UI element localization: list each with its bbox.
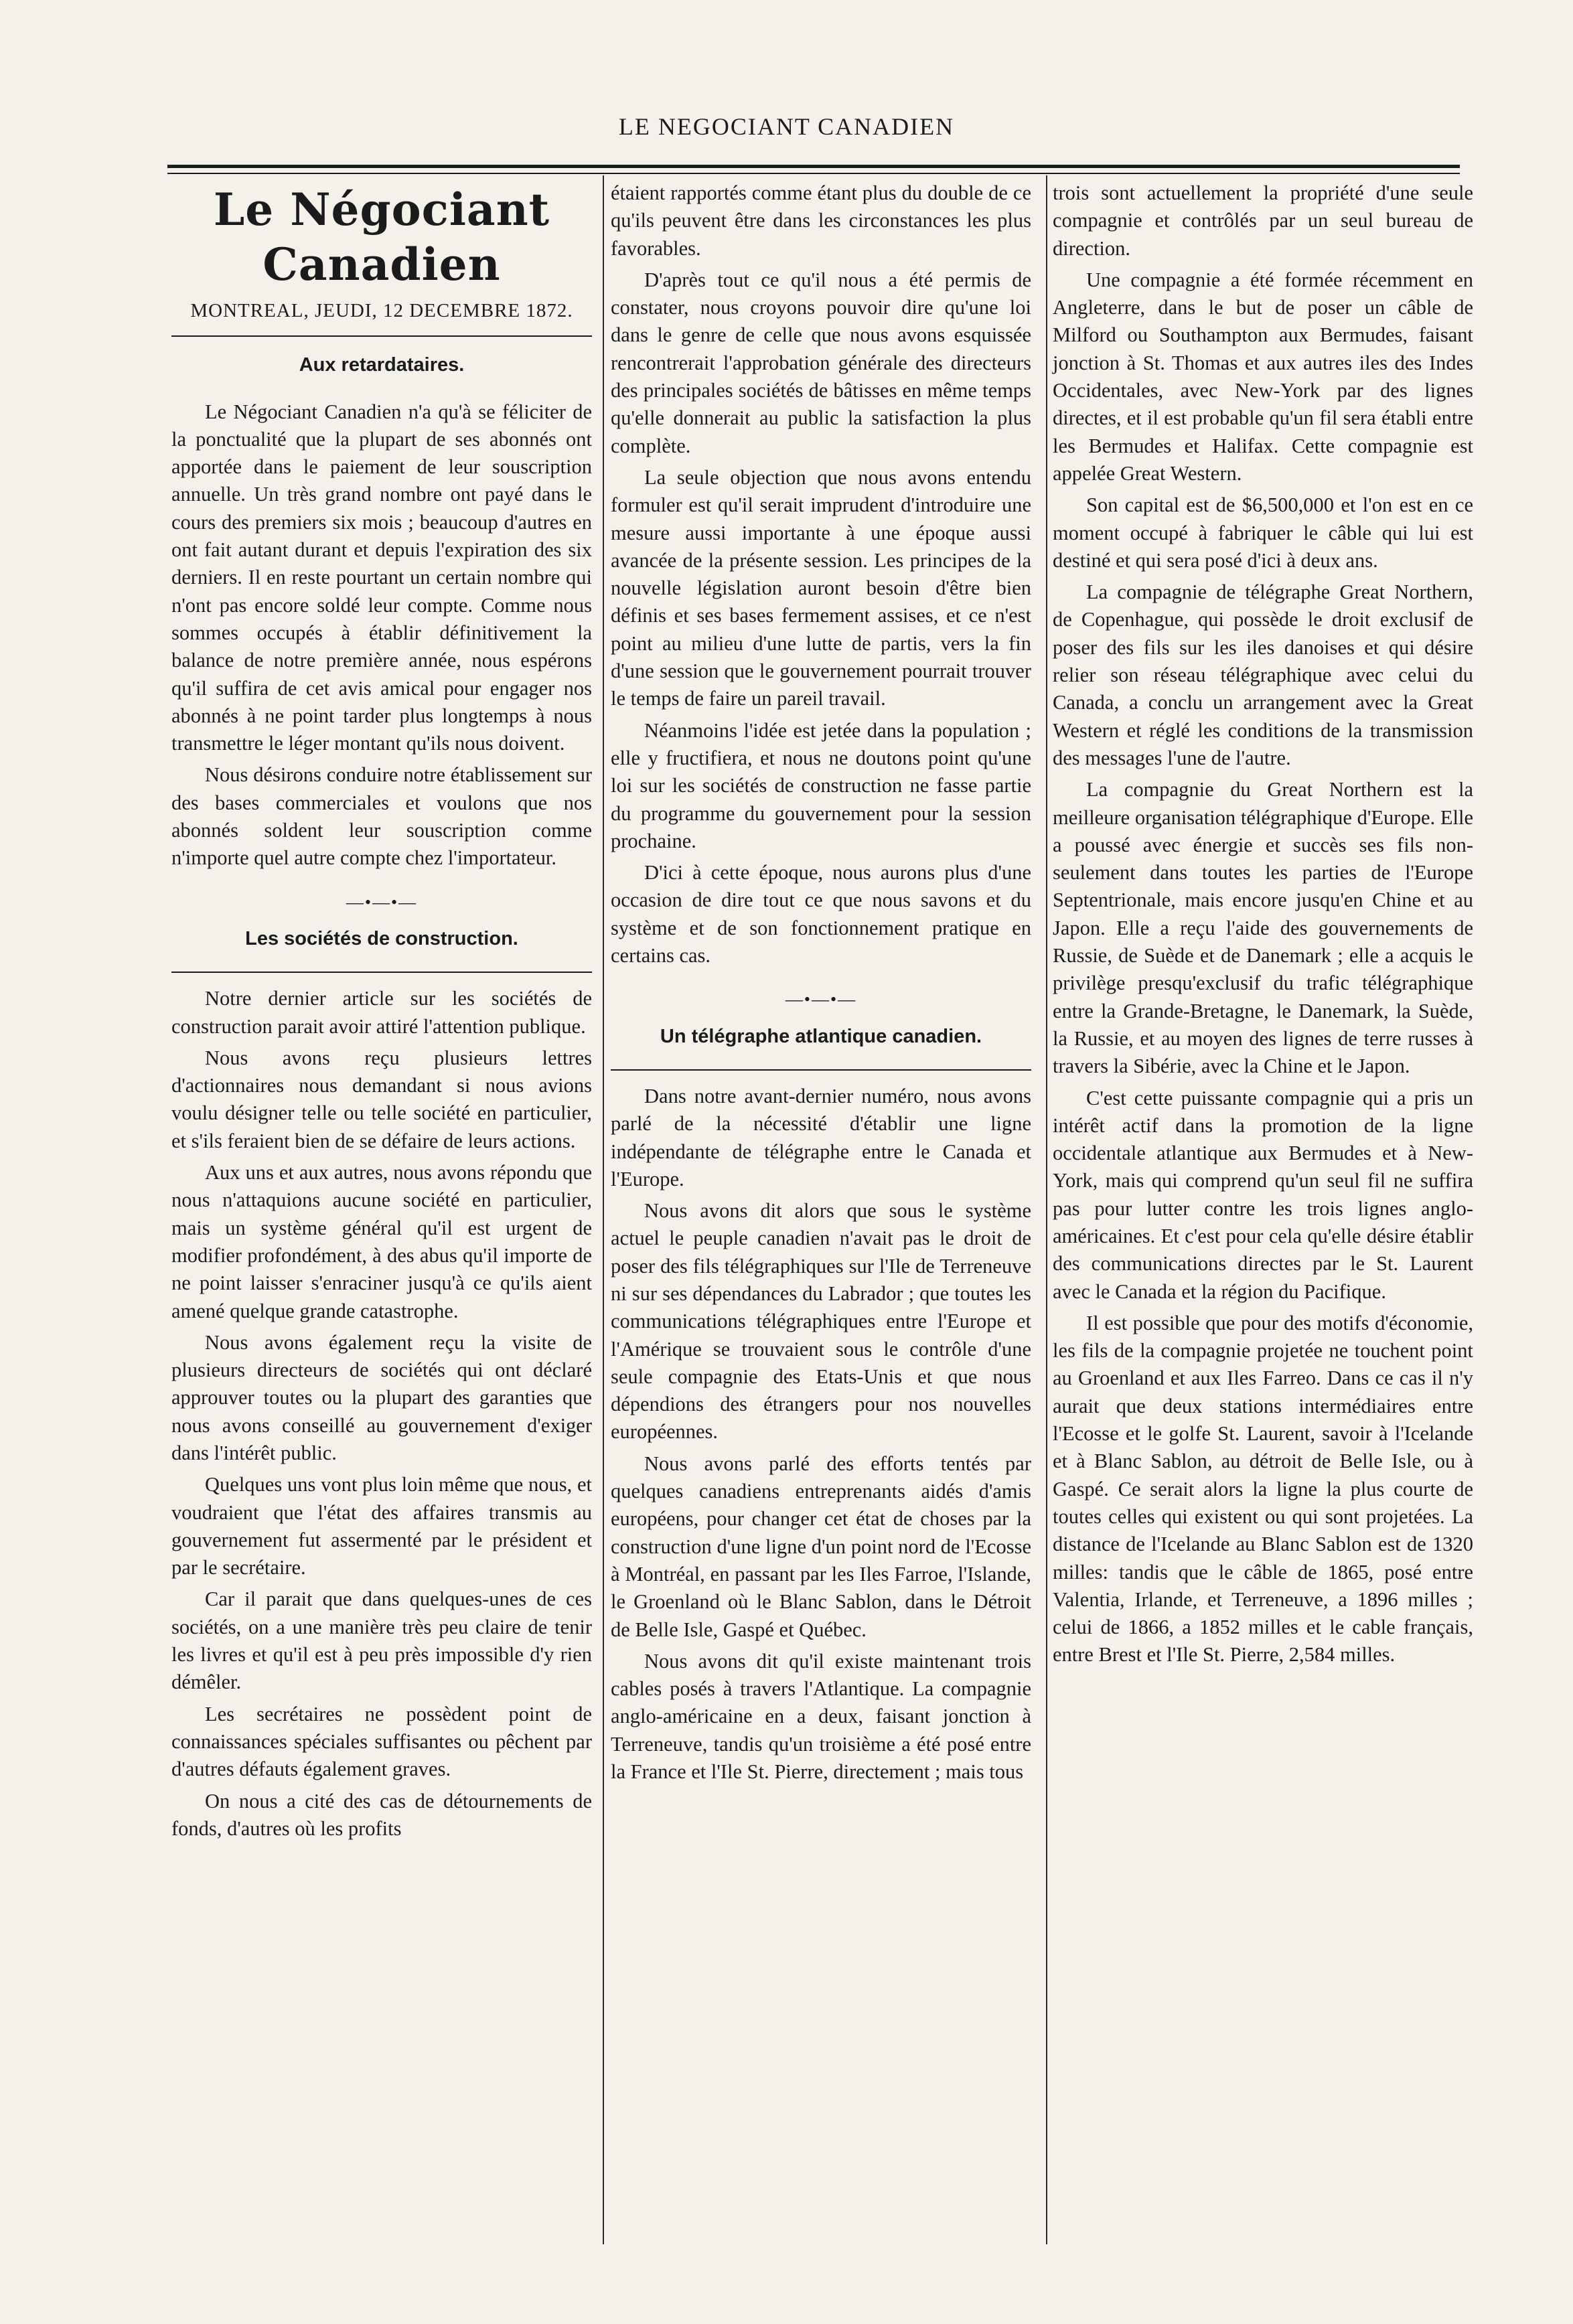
column-2 <box>611 179 1031 1786</box>
paragraph: Une compagnie a été formée récemment en Angleterre, dans le but de poser un câble de Milford ou Southampton aux Bermudes, faisant jonction à St. Thomas et aux autres iles des Indes Occidentales, avec New-York par des lignes directes, et il est probable qu'un fil sera établi entre les Bermudes et Halifax. Cette compagnie est appelée Great Western. <box>1053 268 1473 485</box>
paragraph: Aux uns et aux autres, nous avons répondu que nous n'attaquions aucune société en particulier, mais un système général qu'il est urgent de modifier profondément, à des abus qu'il importe de ne point laisser s'enraciner jusqu'à ce qu'ils aient amené quelque grande catastrophe. <box>171 1161 592 1322</box>
paragraph: étaient rapportés comme étant plus du double de ce qu'ils peuvent être dans les circonstances les plus favorables. <box>611 181 1031 260</box>
paragraph: Son capital est de $6,500,000 et l'on est en ce moment occupé à fabriquer le câble qui lui est destiné et qui sera posé d'ici à deux ans. <box>1053 493 1473 572</box>
paragraph: Dans notre avant-dernier numéro, nous avons parlé de la nécessité d'établir une ligne indépendante de télégraphe entre le Canada et l'Europe. <box>611 1084 1031 1190</box>
paragraph: Quelques uns vont plus loin même que nous, et voudraient que l'état des affaires transmis au gouvernement fut assermenté par le président et par le secrétaire. <box>171 1473 592 1579</box>
paragraph: D'après tout ce qu'il nous a été permis de constater, nous croyons pouvoir dire qu'une loi dans le genre de celle que nous avons esquissée rencontrerait l'approbation générale des directeurs des principales sociétés de bâtisses en même temps qu'elle donnerait au public la satisfaction la plus complète. <box>611 268 1031 457</box>
article-heading: Les sociétés de construction. <box>245 927 518 949</box>
paragraph: D'ici à cette époque, nous aurons plus d'une occasion de dire tout ce que nous savons et du système et de son fonctionnement pratique en certains cas. <box>611 861 1031 967</box>
dateline: MONTREAL, JEUDI, 12 DECEMBRE 1872. <box>190 300 573 321</box>
article-heading: Aux retardataires. <box>299 354 465 376</box>
header-rule-thick <box>167 165 1460 168</box>
paragraph: Nous avons dit alors que sous le système actuel le peuple canadien n'avait pas le droit de poser des fils télégraphiques sur l'Ile de Terreneuve ni sur ses dépendances du Labrador ; que toutes les communications télégraphiques entre l'Europe et l'Amérique se trouvaient sous le contrôle d'une seule compagnie des Etats-Unis et que nous dépendions des étrangers pour nos nouvelles européennes. <box>611 1199 1031 1444</box>
dateline-rule <box>171 335 592 337</box>
paragraph: trois sont actuellement la propriété d'une seule compagnie et contrôlés par un seul bureau de direction. <box>1053 181 1473 260</box>
column-separator <box>603 175 604 2244</box>
paragraph: Les secrétaires ne possèdent point de connaissances spéciales suffisantes ou pêchent par d'autres défauts également graves. <box>171 1702 592 1781</box>
section-ornament: —•—•— <box>785 990 857 1010</box>
paragraph: Nous avons parlé des efforts tentés par quelques canadiens entreprenants aidés d'amis européens, pour changer cet état de choses par la construction d'une ligne d'un point nord de l'Ecosse à Montréal, en passant par les Iles Farroe, l'Islande, le Groenland où le Blanc Sablon, dans le Détroit de Belle Isle, Gaspé et Québec. <box>611 1452 1031 1641</box>
header-rule-thin <box>167 173 1460 174</box>
heading-rule <box>171 972 592 973</box>
paragraph: Nous avons reçu plusieurs lettres d'actionnaires nous demandant si nous avions voulu désigner telle ou telle société en particulier, et s'ils feraient bien de se défaire de leurs actions. <box>171 1046 592 1152</box>
paragraph: La seule objection que nous avons entendu formuler est qu'il serait imprudent d'introduire une mesure aussi importante à une époque aussi avancée de la présente session. Les principes de la nouvelle législation auront besoin d'être bien définis et ses bases fermement assises, et ce n'est point au milieu d'une lutte de partis, vers la fin d'une session que le gouvernement pourrait trouver le temps de faire un pareil travail. <box>611 465 1031 710</box>
paragraph: Il est possible que pour des motifs d'économie, les fils de la compagnie projetée ne touchent point au Groenland et aux Iles Farreo. Dans ce cas il n'y aurait que deux stations intermédiaires entre l'Ecosse et le golfe St. Laurent, savoir à l'Icelande et à Blanc Sablon, au détroit de Belle Isle, ou à Gaspé. Ce serait alors la ligne la plus courte de toutes celles qui existent ou qui sont projetées. La distance de l'Icelande au Blanc Sablon est de 1320 milles: tandis que le câble de 1865, posé entre Valentia, Irlande, et Terreneuve, a 1896 milles ; celui de 1866, a 1852 milles et le cable français, entre Brest et l'Ile St. Pierre, 2,584 milles. <box>1053 1311 1473 1667</box>
paragraph: Nous avons également reçu la visite de plusieurs directeurs de sociétés qui ont déclaré approuver toutes ou la plupart des garanties que nous avons conseillé au gouvernement d'exiger dans l'intérêt public. <box>171 1330 592 1464</box>
paragraph: Car il parait que dans quelques-unes de ces sociétés, on a une manière très peu claire de tenir les livres et qu'il est à peu près impossible d'y rien démêler. <box>171 1587 592 1694</box>
section-ornament: —•—•— <box>346 892 418 912</box>
paragraph: Le Négociant Canadien n'a qu'à se féliciter de la ponctualité que la plupart de ses abonnés ont apportée dans le paiement de leur souscription annuelle. Un très grand nombre ont payé dans le cours des premiers six mois ; beaucoup d'autres en ont fait autant durant et depuis l'expiration des six derniers. Il en reste pourtant un certain nombre qui n'ont pas encore soldé leur compte. Comme nous sommes occupés à établir définitivement la balance de notre première année, nous espérons qu'il suffira de cet avis amical pour engager nos abonnés à ne point tarder plus longtemps à nous transmettre le léger montant qu'ils nous doivent. <box>171 400 592 755</box>
paragraph: La compagnie du Great Northern est la meilleure organisation télégraphique d'Europe. Elle a poussé avec énergie et succès ses fils non-seulement dans toutes les parties de l'Europe Septentrionale, mais encore jusqu'en Chine et au Japon. Elle a reçu l'aide des gouvernements de Russie, de Suède et de Danemark ; elle a acquis le privilège presqu'exclusif du trafic télégraphique entre la Grande-Bretagne, le Danemark, la Suède, la Russie, et au moyen des lignes de terre russes à travers la Sibérie, avec la Chine et le Japon. <box>1053 778 1473 1078</box>
paragraph: Nous désirons conduire notre établissement sur des bases commerciales et voulons que nos abonnés soldent leur souscription comme n'importe quel autre compte chez l'importateur. <box>171 763 592 870</box>
column-separator <box>1046 175 1047 2244</box>
article-heading: Un télégraphe atlantique canadien. <box>660 1025 982 1047</box>
heading-rule <box>611 1069 1031 1071</box>
paragraph: Néanmoins l'idée est jetée dans la population ; elle y fructifiera, et nous ne doutons point qu'une loi sur les sociétés de construction ne fasse partie du programme du gouvernement pour la session prochaine. <box>611 718 1031 852</box>
paragraph: On nous a cité des cas de détournements de fonds, d'autres où les profits <box>171 1789 592 1840</box>
paragraph: C'est cette puissante compagnie qui a pris un intérêt actif dans la promotion de la ligne occidentale atlantique aux Bermudes et à New-York, mais qui comprend qu'un seul fil ne suffira pas pour lutter contre les trois lignes anglo-américaines. Et c'est pour cela qu'elle désire établir des communications directes par le St. Laurent avec le Canada et la région du Pacifique. <box>1053 1086 1473 1303</box>
running-head: LE NEGOCIANT CANADIEN <box>618 113 955 140</box>
paragraph: Nous avons dit qu'il existe maintenant trois cables posés à travers l'Atlantique. La compagnie anglo-américaine en a deux, faisant jonction à Terreneuve, tandis qu'un troisième a été posé entre la France et l'Ile St. Pierre, directement ; mais tous <box>611 1649 1031 1784</box>
masthead-title: Le Négociant Canadien <box>213 183 550 291</box>
paragraph: La compagnie de télégraphe Great Northern, de Copenhague, qui possède le droit exclusif de poser des fils sur les iles danoises et qui désire relier son réseau télégraphique avec celui du Canada, a conclu un arrangement avec la Great Western et réglé les conditions de la transmission des messages l'une de l'autre. <box>1053 580 1473 769</box>
paragraph: Notre dernier article sur les sociétés de construction parait avoir attiré l'attention publique. <box>171 987 592 1038</box>
column-1 <box>171 179 592 1843</box>
column-3 <box>1053 179 1473 1669</box>
